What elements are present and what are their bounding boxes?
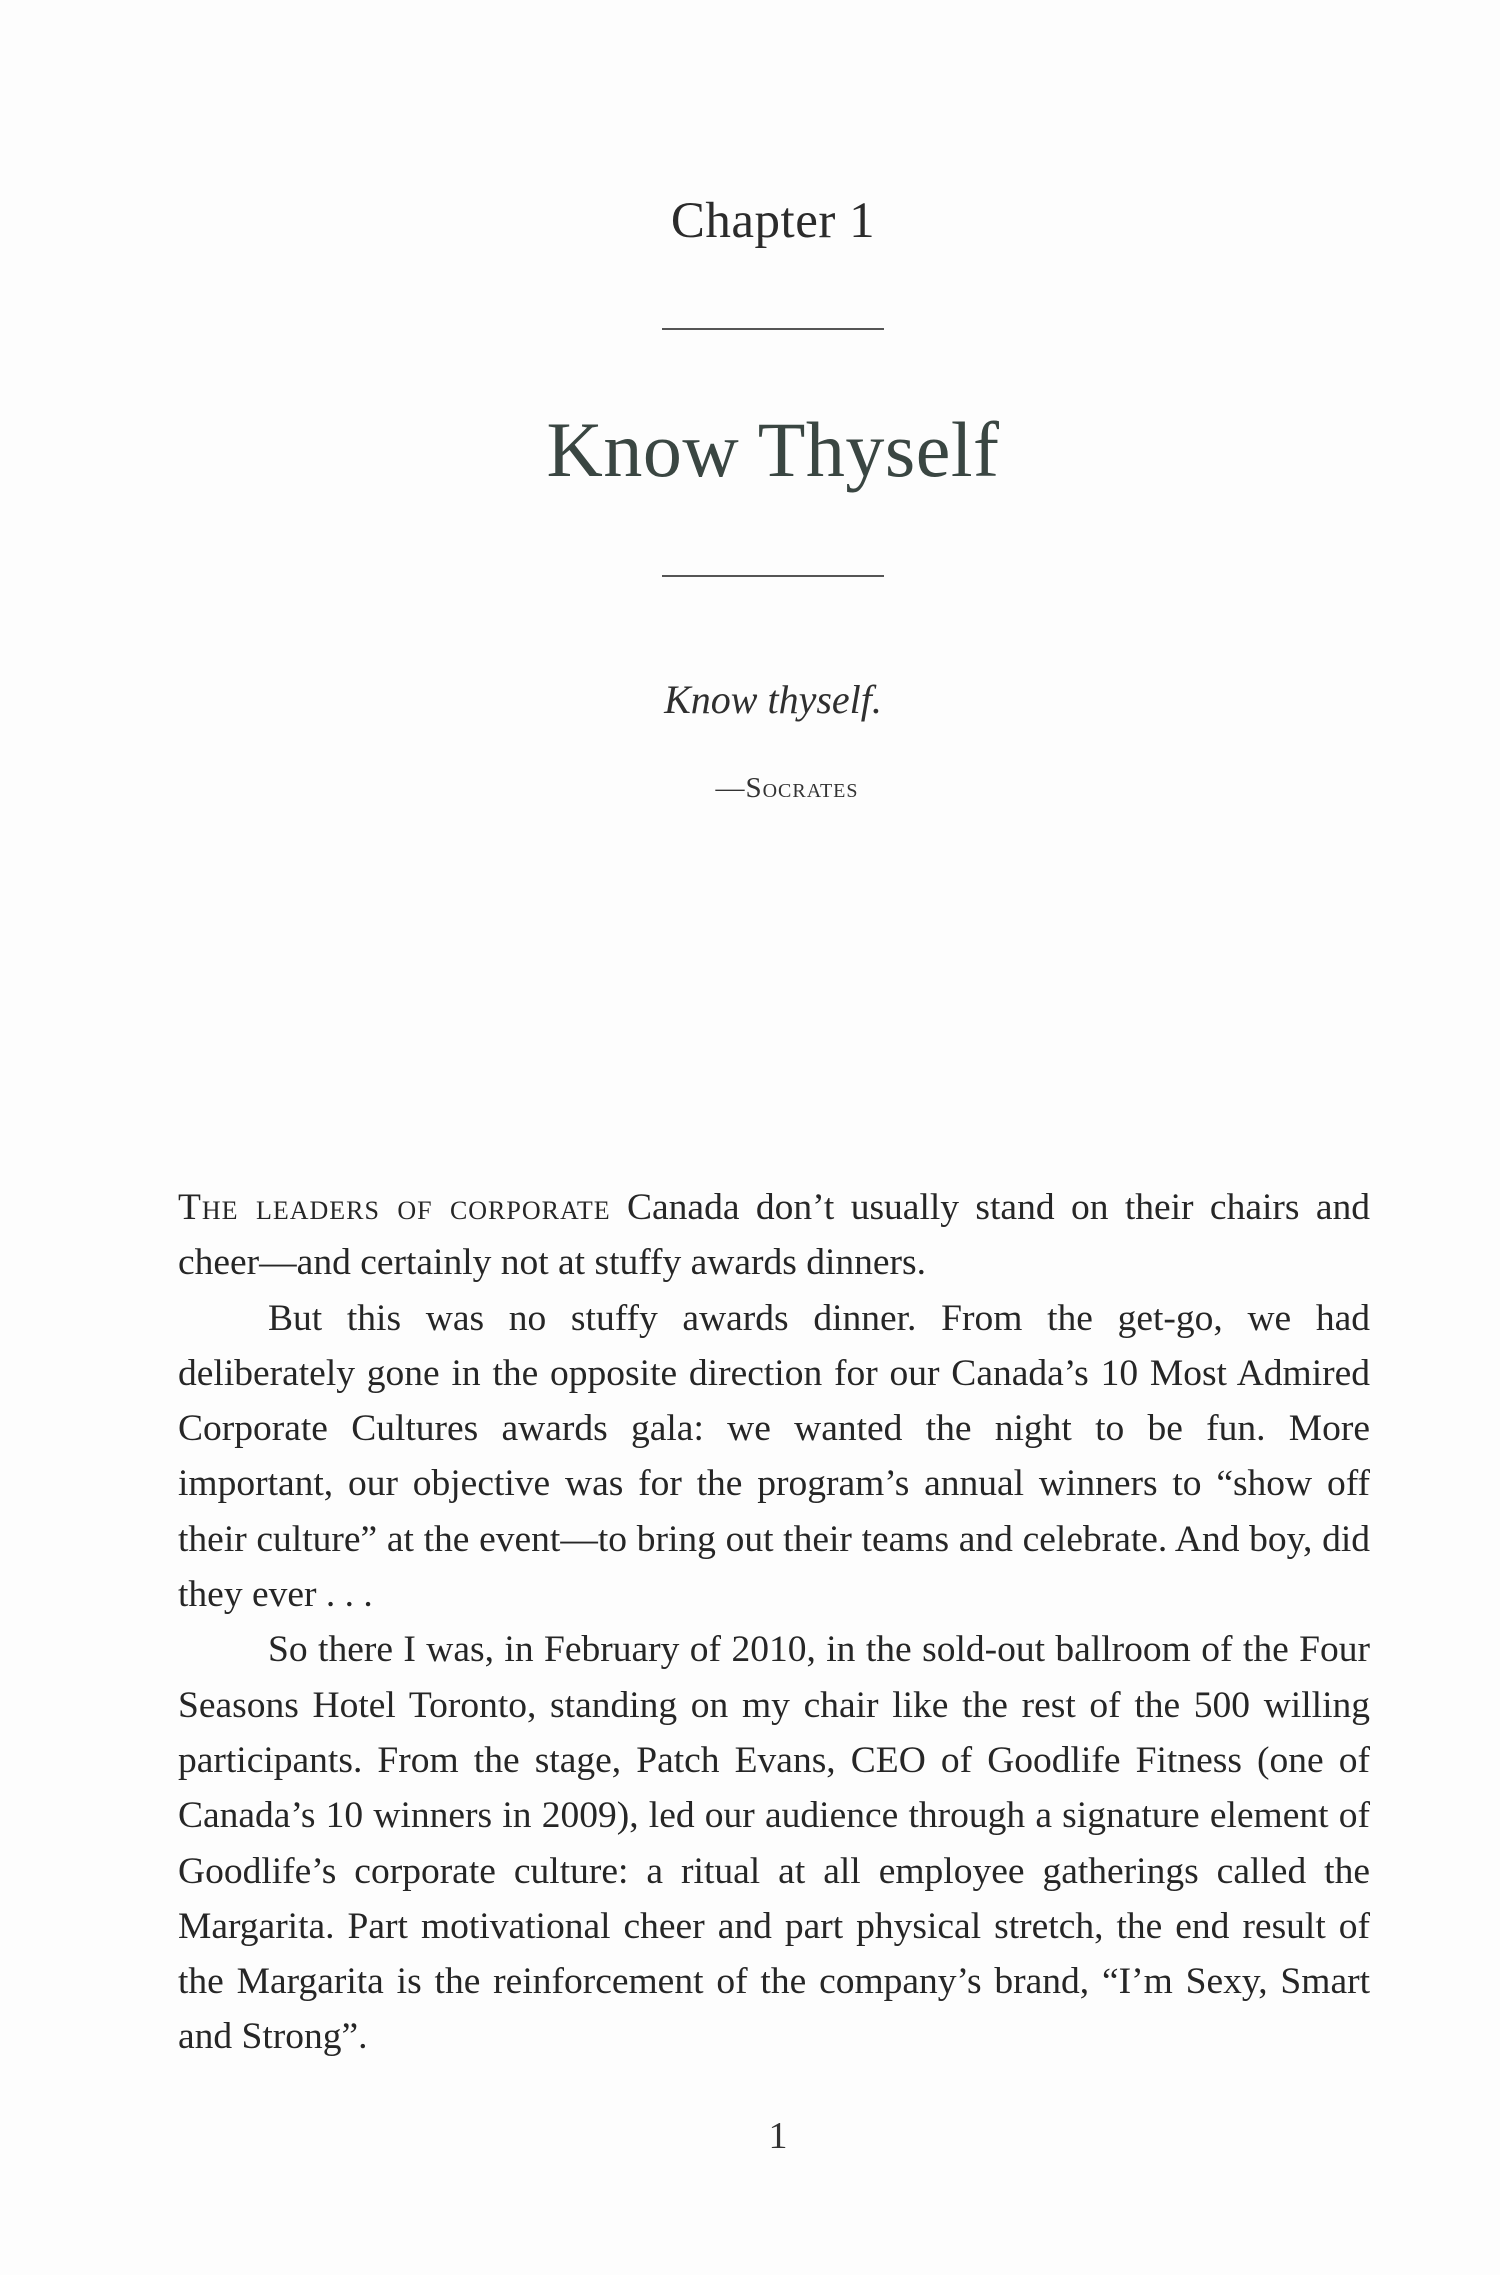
paragraph-lead-in: The leaders of corporate xyxy=(178,1187,611,1228)
paragraph-1 xyxy=(178,1180,1370,1291)
paragraph-1-text: Canada don’t usually stand on their chairs and cheer—and certainly not at stuffy awards dinners. xyxy=(178,1187,1370,1284)
epigraph-quote: Know thyself. xyxy=(664,677,882,722)
paragraph-3: So there I was, in February of 2010, in the sold-out ballroom of the Four Seasons Hotel Toronto, standing on my chair like the rest of the 500 willing participants. From the stage, Patch Evans, CEO of Goodlife Fitness (one of Canada’s 10 winners in 2009), led our audience through a signature element of Goodlife’s corporate culture: a ritual at all employee gatherings called the Margarita. Part motivational cheer and part physical stretch, the end result of the Margarita is the reinforcement of the company’s brand, “I’m Sexy, Smart and Strong”. xyxy=(178,1629,1370,2058)
page-number: 1 xyxy=(768,2115,788,2157)
chapter-title: Know Thyself xyxy=(546,406,1000,493)
epigraph-attribution: —Socrates xyxy=(715,772,859,804)
title-rule-bottom xyxy=(662,575,884,577)
title-rule-top xyxy=(662,328,884,330)
chapter-label: Chapter 1 xyxy=(670,193,876,249)
body-text xyxy=(178,1180,1370,2065)
paragraph-2: But this was no stuffy awards dinner. From the get-go, we had deliberately gone in the opposite direction for our Canada’s 10 Most Admired Corporate Cultures awards gala: we wanted the night to be fun. More important, our objective was for the program’s annual winners to “show off their culture” at the event—to bring out their teams and celebrate. And boy, did they ever . . . xyxy=(178,1297,1370,1616)
